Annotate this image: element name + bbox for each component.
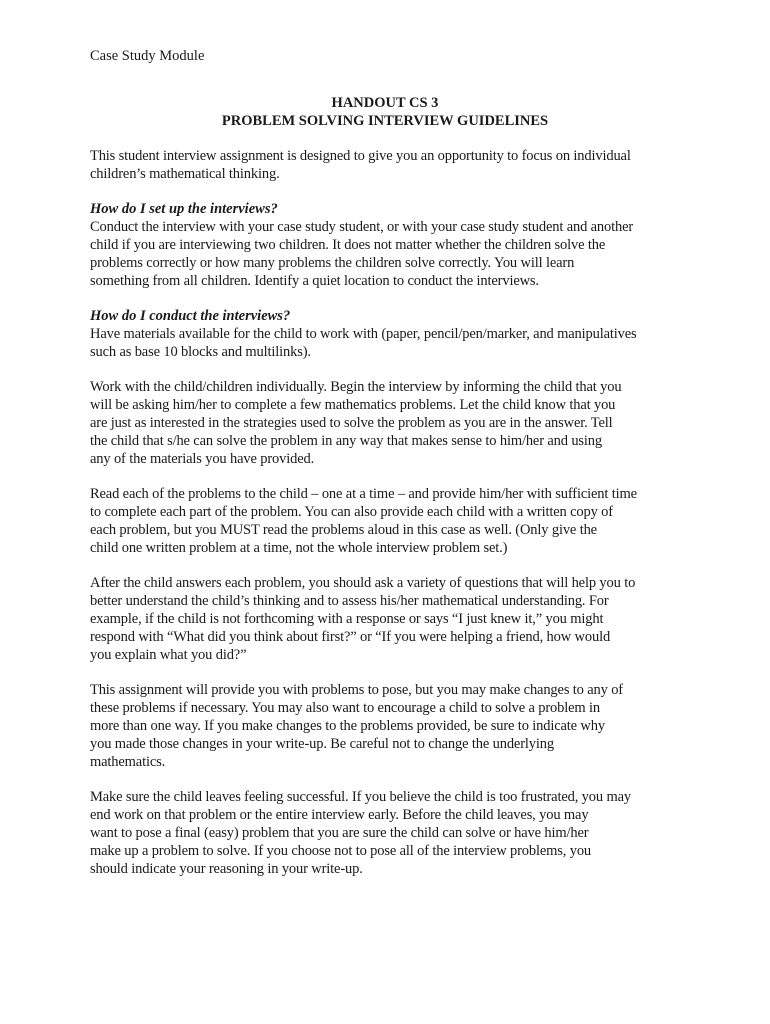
text-line: each problem, but you MUST read the problems aloud in this case as well. (Only give the — [90, 522, 597, 538]
text-line: you made those changes in your write-up. Be careful not to change the underlying — [90, 736, 554, 752]
text-line: are just as interested in the strategies used to solve the problem as you are in the answer. Tell — [90, 415, 613, 431]
text-line: will be asking him/her to complete a few mathematics problems. Let the child know that you — [90, 397, 616, 413]
text-line: something from all children. Identify a quiet location to conduct the interviews. — [90, 273, 539, 289]
text-line: make up a problem to solve. If you choose not to pose all of the interview problems, you — [90, 843, 592, 859]
read-problems-paragraph — [90, 485, 690, 557]
text-line: these problems if necessary. You may also want to encourage a child to solve a problem in — [90, 700, 600, 716]
text-line: Work with the child/children individually. Begin the interview by informing the child that you — [90, 379, 622, 395]
handout-title — [90, 94, 680, 130]
setup-heading: How do I set up the interviews? — [90, 201, 278, 217]
text-line: example, if the child is not forthcoming with a response or says “I just knew it,” you might — [90, 611, 604, 627]
text-line: Read each of the problems to the child – one at a time – and provide him/her with sufficient time — [90, 486, 637, 502]
intro-paragraph — [90, 147, 690, 183]
text-line: This assignment will provide you with problems to pose, but you may make changes to any of — [90, 682, 623, 698]
text-line: end work on that problem or the entire interview early. Before the child leaves, you may — [90, 807, 589, 823]
handout-subtitle: PROBLEM SOLVING INTERVIEW GUIDELINES — [221, 113, 549, 129]
text-line: better understand the child’s thinking and to assess his/her mathematical understanding. For — [90, 593, 609, 609]
text-line: Conduct the interview with your case study student, or with your case study student and another — [90, 219, 634, 235]
changes-paragraph — [90, 681, 690, 771]
text-line: This student interview assignment is designed to give you an opportunity to focus on individual — [90, 148, 631, 164]
text-line: mathematics. — [90, 754, 166, 770]
text-line: more than one way. If you make changes to the problems provided, be sure to indicate why — [90, 718, 605, 734]
text-line: problems correctly or how many problems the children solve correctly. You will learn — [90, 255, 575, 271]
text-line: Have materials available for the child to work with (paper, pencil/pen/marker, and manipulatives — [90, 326, 637, 342]
document-body — [90, 147, 690, 895]
text-line: After the child answers each problem, you should ask a variety of questions that will help you to — [90, 575, 636, 591]
text-line: you explain what you did?” — [90, 647, 247, 663]
text-line: should indicate your reasoning in your write-up. — [90, 861, 363, 877]
text-line: Make sure the child leaves feeling successful. If you believe the child is too frustrated, you may — [90, 789, 631, 805]
text-line: such as base 10 blocks and multilinks). — [90, 344, 311, 360]
running-header: Case Study Module — [90, 48, 205, 64]
text-line: to complete each part of the problem. You can also provide each child with a written copy of — [90, 504, 613, 520]
text-line: want to pose a final (easy) problem that you are sure the child can solve or have him/her — [90, 825, 589, 841]
individual-work-paragraph — [90, 378, 690, 468]
follow-up-questions-paragraph — [90, 574, 690, 664]
setup-paragraph — [90, 218, 690, 290]
conduct-heading: How do I conduct the interviews? — [90, 308, 291, 324]
text-line: child if you are interviewing two children. It does not matter whether the children solve the — [90, 237, 606, 253]
text-line: children’s mathematical thinking. — [90, 166, 280, 182]
text-line: any of the materials you have provided. — [90, 451, 315, 467]
text-line: the child that s/he can solve the problem in any way that makes sense to him/her and using — [90, 433, 602, 449]
handout-number: HANDOUT CS 3 — [331, 95, 439, 111]
text-line: child one written problem at a time, not the whole interview problem set.) — [90, 540, 508, 556]
materials-paragraph — [90, 325, 690, 361]
text-line: respond with “What did you think about first?” or “If you were helping a friend, how would — [90, 629, 611, 645]
success-paragraph — [90, 788, 690, 878]
